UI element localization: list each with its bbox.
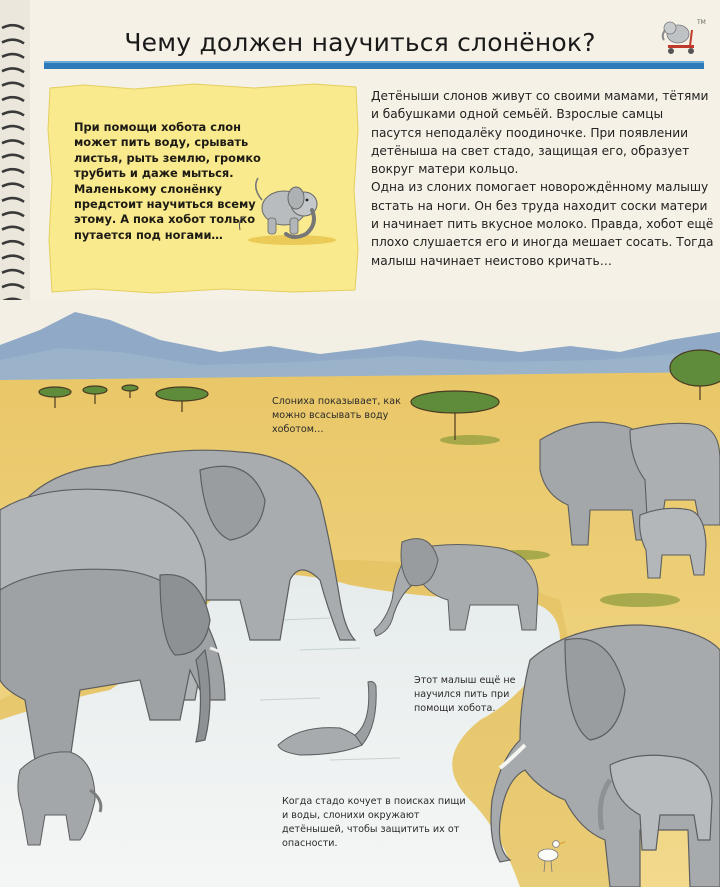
title-bar — [44, 60, 704, 70]
caption-trunk-lesson: Слониха показывает, как можно всасывать воду хоботом… — [272, 396, 401, 435]
elephant-on-scooter-icon — [654, 12, 706, 60]
svg-text:TM: TM — [697, 19, 706, 26]
intro-paragraph-2: Одна из слоних помогает новорождённому малышу встать на ноги. Он без труда находит соски матери и начинает пить вкусное молоко. Правда, хобот ещё плохо слушается его и иногда мешает сосать. Тогда малыш начинает неистово кричать… — [371, 180, 714, 268]
intro-text — [371, 87, 716, 270]
page-title: Чему должен научиться слонёнок? — [124, 28, 596, 57]
note-text: При помощи хобота слон может пить воду, срывать листья, рыть землю, громко трубить и даже мыться. Маленькому слонёнку предстоит научиться всему этому. А пока хобот только путается под ногами… — [74, 120, 261, 242]
caption-baby-drinking: Этот малыш ещё не научился пить при помощи хобота. — [414, 675, 516, 714]
intro-paragraph-1: Детёныши слонов живут со своими мамами, тётями и бабушками одной семьёй. Взрослые самцы пасутся неподалёку поодиночке. При появлении детёныша на свет стадо, защищая его, образует вокруг матери кольцо. — [371, 89, 709, 177]
caption-herd-protect: Когда стадо кочует в поисках пищи и воды, слонихи окружают детёнышей, чтобы защитить их от опасности. — [282, 796, 466, 849]
baby-elephant-tripping-illustration — [234, 160, 344, 248]
